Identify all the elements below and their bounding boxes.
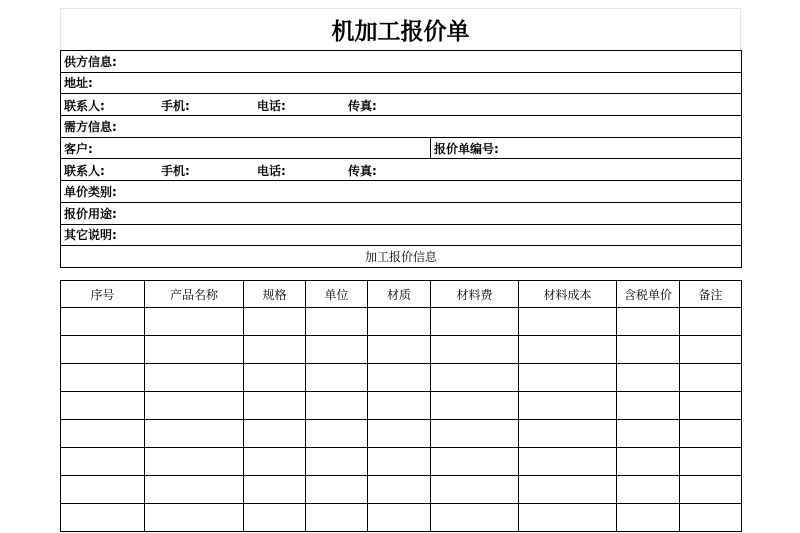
- table-cell[interactable]: [61, 420, 145, 448]
- table-row: [61, 308, 742, 336]
- table-cell[interactable]: [61, 392, 145, 420]
- table-cell[interactable]: [306, 392, 368, 420]
- other-row: [61, 224, 742, 246]
- customer-row: [61, 137, 742, 159]
- table-cell[interactable]: [61, 308, 145, 336]
- table-cell[interactable]: [145, 420, 244, 448]
- buyer-contact-cell[interactable]: [61, 159, 742, 181]
- table-cell[interactable]: [519, 392, 617, 420]
- table-cell[interactable]: [431, 392, 519, 420]
- table-cell[interactable]: [431, 336, 519, 364]
- buyer-contact-row: [61, 159, 742, 181]
- table-cell[interactable]: [145, 448, 244, 476]
- buyer-contact-label: 联系人:: [64, 164, 105, 179]
- table-cell[interactable]: [680, 364, 742, 392]
- table-body: [61, 308, 742, 532]
- table-cell[interactable]: [368, 392, 431, 420]
- table-cell[interactable]: [306, 448, 368, 476]
- table-cell[interactable]: [680, 336, 742, 364]
- table-cell[interactable]: [145, 308, 244, 336]
- table-cell[interactable]: [431, 476, 519, 504]
- col-header: 材料费: [431, 281, 519, 308]
- supplier-contact-cell[interactable]: [61, 94, 742, 116]
- table-cell[interactable]: [431, 364, 519, 392]
- supplier-address-row: [61, 72, 742, 94]
- price-type-label: 单价类别:: [64, 185, 117, 200]
- col-header: 产品名称: [145, 281, 244, 308]
- table-cell[interactable]: [61, 448, 145, 476]
- table-cell[interactable]: [617, 336, 680, 364]
- col-header: 含税单价: [617, 281, 680, 308]
- address-label: 地址:: [64, 76, 93, 91]
- table-cell[interactable]: [61, 476, 145, 504]
- table-cell[interactable]: [306, 420, 368, 448]
- supplier-contact-row: [61, 94, 742, 116]
- table-cell[interactable]: [244, 308, 306, 336]
- price-type-cell[interactable]: [61, 181, 742, 203]
- table-cell[interactable]: [431, 308, 519, 336]
- supplier-phone-label: 电话:: [257, 99, 286, 114]
- table-cell[interactable]: [519, 420, 617, 448]
- table-cell[interactable]: [306, 308, 368, 336]
- quote-items-table: [60, 280, 742, 532]
- table-cell[interactable]: [617, 504, 680, 532]
- table-row: [61, 420, 742, 448]
- table-cell[interactable]: [368, 448, 431, 476]
- table-cell[interactable]: [680, 448, 742, 476]
- section-title: 加工报价信息: [61, 246, 742, 268]
- table-cell[interactable]: [244, 448, 306, 476]
- table-cell[interactable]: [680, 504, 742, 532]
- table-cell[interactable]: [244, 336, 306, 364]
- purpose-cell[interactable]: [61, 202, 742, 224]
- table-cell[interactable]: [519, 476, 617, 504]
- section-title-row: [61, 246, 742, 268]
- table-cell[interactable]: [617, 448, 680, 476]
- info-table: [60, 50, 742, 268]
- table-cell[interactable]: [368, 476, 431, 504]
- table-cell[interactable]: [680, 420, 742, 448]
- other-label: 其它说明:: [64, 228, 117, 243]
- col-header: 材料成本: [519, 281, 617, 308]
- table-cell[interactable]: [431, 448, 519, 476]
- table-cell[interactable]: [244, 476, 306, 504]
- quote-number-cell[interactable]: [431, 137, 742, 159]
- supplier-address-cell[interactable]: [61, 72, 742, 94]
- customer-cell[interactable]: [61, 137, 431, 159]
- buyer-info-row: [61, 116, 742, 138]
- buyer-fax-label: 传真:: [348, 164, 377, 179]
- table-row: [61, 364, 742, 392]
- table-row: [61, 476, 742, 504]
- table-cell[interactable]: [368, 308, 431, 336]
- table-cell[interactable]: [145, 476, 244, 504]
- table-cell[interactable]: [617, 392, 680, 420]
- table-row: [61, 448, 742, 476]
- table-row: [61, 504, 742, 532]
- table-cell[interactable]: [368, 336, 431, 364]
- table-cell[interactable]: [680, 476, 742, 504]
- buyer-phone-label: 电话:: [257, 164, 286, 179]
- quote-sheet: [60, 8, 741, 526]
- supplier-contact-label: 联系人:: [64, 99, 105, 114]
- customer-label: 客户:: [64, 141, 93, 156]
- table-cell[interactable]: [145, 364, 244, 392]
- supplier-info-cell[interactable]: [61, 51, 742, 73]
- table-cell[interactable]: [61, 336, 145, 364]
- table-cell[interactable]: [519, 364, 617, 392]
- table-cell[interactable]: [145, 504, 244, 532]
- table-cell[interactable]: [519, 504, 617, 532]
- table-cell[interactable]: [306, 336, 368, 364]
- buyer-info-cell[interactable]: [61, 116, 742, 138]
- table-cell[interactable]: [680, 392, 742, 420]
- table-cell[interactable]: [145, 336, 244, 364]
- table-cell[interactable]: [617, 364, 680, 392]
- table-cell[interactable]: [244, 392, 306, 420]
- table-cell[interactable]: [145, 392, 244, 420]
- table-cell[interactable]: [244, 420, 306, 448]
- supplier-mobile-label: 手机:: [161, 99, 190, 114]
- table-cell[interactable]: [61, 364, 145, 392]
- table-row: [61, 336, 742, 364]
- table-cell[interactable]: [617, 476, 680, 504]
- table-cell[interactable]: [519, 336, 617, 364]
- table-cell[interactable]: [306, 364, 368, 392]
- page-title: 机加工报价单: [60, 8, 741, 50]
- quote-number-label: 报价单编号:: [434, 141, 499, 156]
- buyer-mobile-label: 手机:: [161, 164, 190, 179]
- table-cell[interactable]: [61, 504, 145, 532]
- supplier-info-row: [61, 51, 742, 73]
- table-cell[interactable]: [431, 420, 519, 448]
- table-cell[interactable]: [306, 476, 368, 504]
- table-row: [61, 392, 742, 420]
- table-cell[interactable]: [680, 308, 742, 336]
- table-cell[interactable]: [617, 308, 680, 336]
- purpose-row: [61, 202, 742, 224]
- col-header: 单位: [306, 281, 368, 308]
- col-header: 备注: [680, 281, 742, 308]
- table-cell[interactable]: [519, 448, 617, 476]
- table-cell[interactable]: [519, 308, 617, 336]
- col-header: 序号: [61, 281, 145, 308]
- table-cell[interactable]: [617, 420, 680, 448]
- table-cell[interactable]: [244, 364, 306, 392]
- col-header: 材质: [368, 281, 431, 308]
- table-cell[interactable]: [431, 504, 519, 532]
- supplier-fax-label: 传真:: [348, 99, 377, 114]
- col-header: 规格: [244, 281, 306, 308]
- table-cell[interactable]: [368, 420, 431, 448]
- table-cell[interactable]: [306, 504, 368, 532]
- table-header-row: [61, 281, 742, 308]
- table-cell[interactable]: [368, 364, 431, 392]
- other-cell[interactable]: [61, 224, 742, 246]
- buyer-info-label: 需方信息:: [64, 119, 117, 134]
- price-type-row: [61, 181, 742, 203]
- purpose-label: 报价用途:: [64, 206, 117, 221]
- table-cell[interactable]: [244, 504, 306, 532]
- supplier-info-label: 供方信息:: [64, 54, 117, 69]
- table-cell[interactable]: [368, 504, 431, 532]
